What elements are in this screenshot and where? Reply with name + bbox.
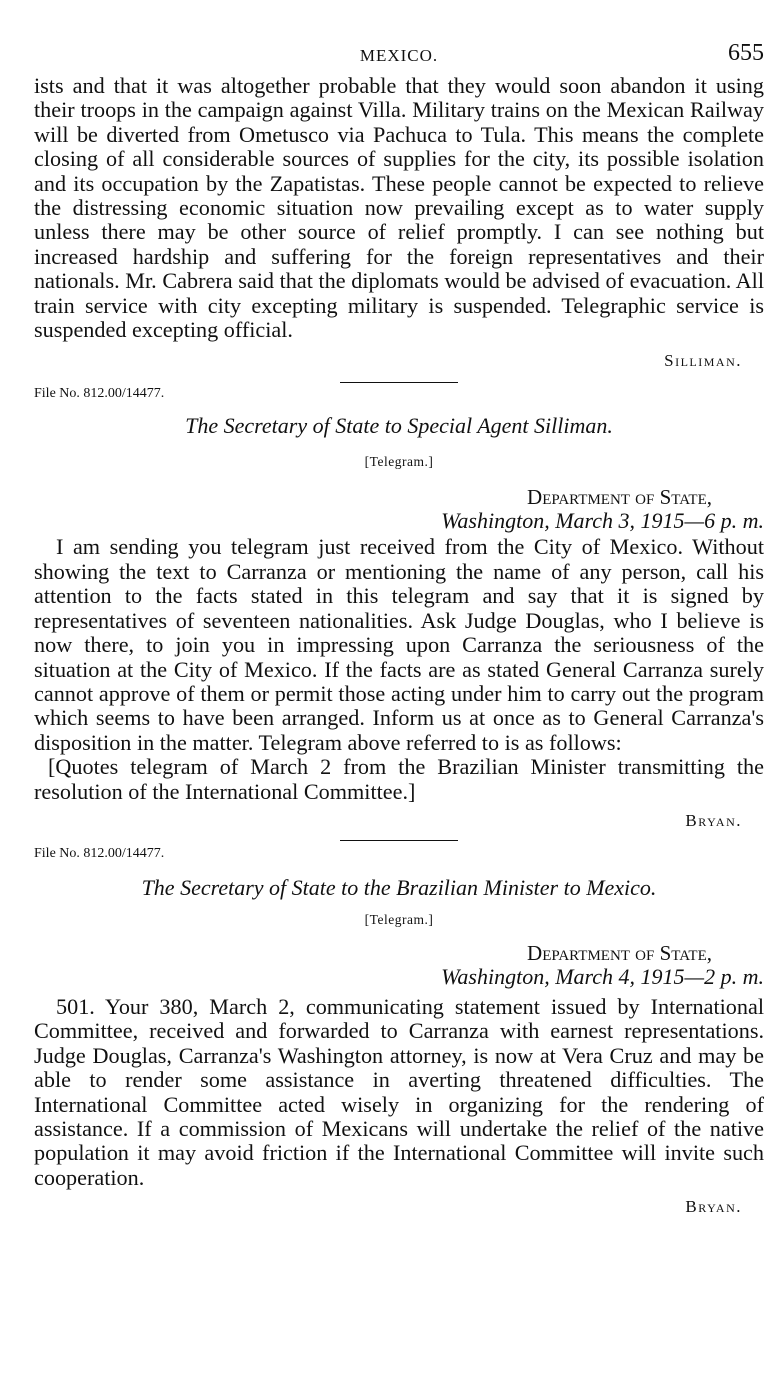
signature-bryan: Bryan. xyxy=(685,1197,742,1217)
section-divider xyxy=(340,840,458,841)
continuation-paragraph: ists and that it was altogether probable that they would soon abandon it using their troops in the campaign against Villa. Military trains on the Mexican Railway will be diverted from Ometusco via Pachuca to Tula. This means the complete closing of all considerable sources of supplies for the city, its possible isolation and its occupation by the Zapatistas. These people cannot be expected to relieve the distressing economic situation now prevailing except as to water supply unless there may be other source of relief promptly. I can see nothing but increased hardship and suffering for the foreign representatives and their nationals. Mr. Cabrera said that the diplomats would be advised of evacuation. All train service with city excepting military is suspended. Telegraphic service is suspended excepting official. xyxy=(34,73,764,343)
telegram-paragraph: I am sending you telegram just received from the City of Mexico. Without showing the text to Carranza or mentioning the name of any person, call his attention to the facts stated in this telegram and say that it is signed by representatives of seventeen nationalities. Ask Judge Douglas, who I believe is now there, to join you in impressing upon Carranza the seriousness of the situation at the City of Mexico. If the facts are as stated General Carranza surely cannot approve of them or permit those acting under him to carry out the program which seems to have been arranged. Inform us at once as to General Carranza's disposition in the matter. Telegram above referred to is as follows: xyxy=(34,534,764,755)
running-head xyxy=(34,40,764,74)
dateline: Washington, March 4, 1915—2 p. m. xyxy=(441,963,764,989)
telegram-label: [Telegram.] xyxy=(364,454,434,470)
department-line: Department of State, xyxy=(527,485,712,510)
page-number: 655 xyxy=(728,40,764,66)
bracket-note: [Quotes telegram of March 2 from the Brazilian Minister transmitting the resolution of the International Committee.] xyxy=(34,754,764,804)
telegram-label: [Telegram.] xyxy=(364,911,434,927)
document-heading: The Secretary of State to the Brazilian Minister to Mexico. xyxy=(141,874,657,900)
signature-bryan: Bryan. xyxy=(685,810,742,830)
section-divider xyxy=(340,382,458,383)
file-number: File No. 812.00/14477. xyxy=(34,386,165,402)
document-page xyxy=(34,40,764,1218)
running-title: MEXICO. xyxy=(359,46,439,65)
signature-silliman: Silliman. xyxy=(664,351,742,371)
file-number: File No. 812.00/14477. xyxy=(34,845,165,861)
document-heading: The Secretary of State to Special Agent Silliman. xyxy=(185,413,613,439)
telegram-paragraph: 501. Your 380, March 2, communicating statement issued by International Committee, received and forwarded to Carranza with earnest representations. Judge Douglas, Carranza's Washington attorney, is now at Vera Cruz and may be able to render some assistance in averting threatened difficulties. The International Committee acted wisely in organizing for the rendering of assistance. If a commission of Mexicans will undertake the relief of the native population it may avoid friction if the International Committee will invite such cooperation. xyxy=(34,993,764,1190)
department-line: Department of State, xyxy=(527,940,712,965)
dateline: Washington, March 3, 1915—6 p. m. xyxy=(441,508,764,534)
